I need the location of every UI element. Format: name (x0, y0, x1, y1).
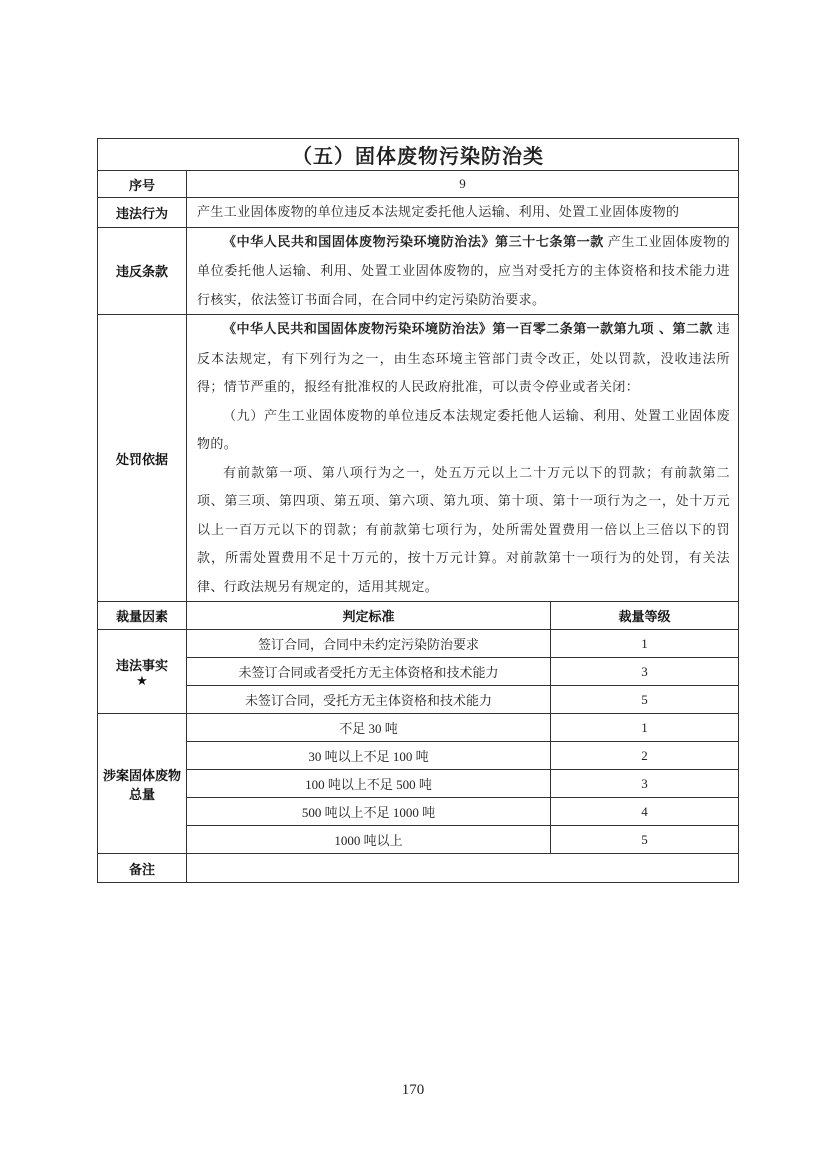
clause-text: 产生工业固体废物的单位委托他人运输、利用、处置工业固体废物的，应当对受托方的主体资格和技术能力进行核实，依法签订书面合同，在合同中约定污染防治要求。 (197, 233, 731, 307)
basis-text: 违反本法规定，有下列行为之一，由生态环境主管部门责令改正，处以罚款，没收违法所得；情节严重的，报经有批准权的人民政府批准，可以责令停业或者关闭： (197, 321, 731, 394)
serial-label: 序号 (98, 171, 187, 198)
grade-cell: 3 (551, 658, 739, 686)
penalty-basis-label: 处罚依据 (98, 315, 187, 602)
violated-clause-label: 违反条款 (98, 227, 187, 315)
penalty-basis-content (187, 315, 739, 602)
header-standard: 判定标准 (187, 602, 551, 630)
page-number: 170 (401, 1082, 425, 1098)
basis-para2: 有前款第一项、第八项行为之一，处五万元以上二十万元以下的罚款；有前款第二项、第三项、第四项、第五项、第六项、第九项、第十项、第十一项行为之一，处十万元以上一百万元以下的罚款；有前款第七项行为，处所需处置费用一倍以上三倍以下的罚款，所需处置费用不足十万元的，按十万元计算。对前款第十一项行为的处罚，有关法律、行政法规另有规定的，适用其规定。 (197, 464, 731, 594)
amount-label: 涉案固体废物总量 (98, 714, 187, 854)
penalty-table (97, 138, 739, 883)
grade-cell: 1 (551, 714, 739, 742)
standard-cell: 100 吨以上不足 500 吨 (187, 770, 551, 798)
table-row (98, 742, 739, 770)
table-row (98, 658, 739, 686)
section-title: （五）固体废物污染防治类 (98, 139, 739, 171)
standard-cell: 未签订合同或者受托方无主体资格和技术能力 (187, 658, 551, 686)
standard-cell: 签订合同，合同中未约定污染防治要求 (187, 630, 551, 658)
grade-cell: 3 (551, 770, 739, 798)
standard-cell: 30 吨以上不足 100 吨 (187, 742, 551, 770)
basis-item: （九）产生工业固体废物的单位违反本法规定委托他人运输、利用、处置工业固体废物的。 (197, 407, 731, 451)
standard-cell: 1000 吨以上 (187, 826, 551, 854)
table-row (98, 826, 739, 854)
header-grade: 裁量等级 (551, 602, 739, 630)
header-factor: 裁量因素 (98, 602, 187, 630)
clause-citation: 《中华人民共和国固体废物污染环境防治法》第三十七条第一款 (223, 234, 604, 250)
standard-cell: 500 吨以上不足 1000 吨 (187, 798, 551, 826)
standard-cell: 未签订合同，受托方无主体资格和技术能力 (187, 686, 551, 714)
table-row (98, 686, 739, 714)
star-icon: ★ (136, 673, 148, 689)
standard-cell: 不足 30 吨 (187, 714, 551, 742)
table-row (98, 770, 739, 798)
table-row (98, 798, 739, 826)
violated-clause-content (187, 227, 739, 315)
violation-value: 产生工业固体废物的单位违反本法规定委托他人运输、利用、处置工业固体废物的 (187, 198, 739, 228)
grade-cell: 1 (551, 630, 739, 658)
grade-cell: 2 (551, 742, 739, 770)
table-row (98, 630, 739, 658)
grade-cell: 4 (551, 798, 739, 826)
grade-cell: 5 (551, 686, 739, 714)
violation-label: 违法行为 (98, 198, 187, 228)
basis-citation: 《中华人民共和国固体废物污染环境防治法》第一百零二条第一款第九项 、第二款 (223, 322, 713, 337)
grade-cell: 5 (551, 826, 739, 854)
facts-label: 违法事实 ★ (98, 630, 187, 714)
remarks-label: 备注 (98, 854, 187, 883)
remarks-value (187, 854, 739, 883)
table-row (98, 714, 739, 742)
serial-value: 9 (187, 171, 739, 198)
